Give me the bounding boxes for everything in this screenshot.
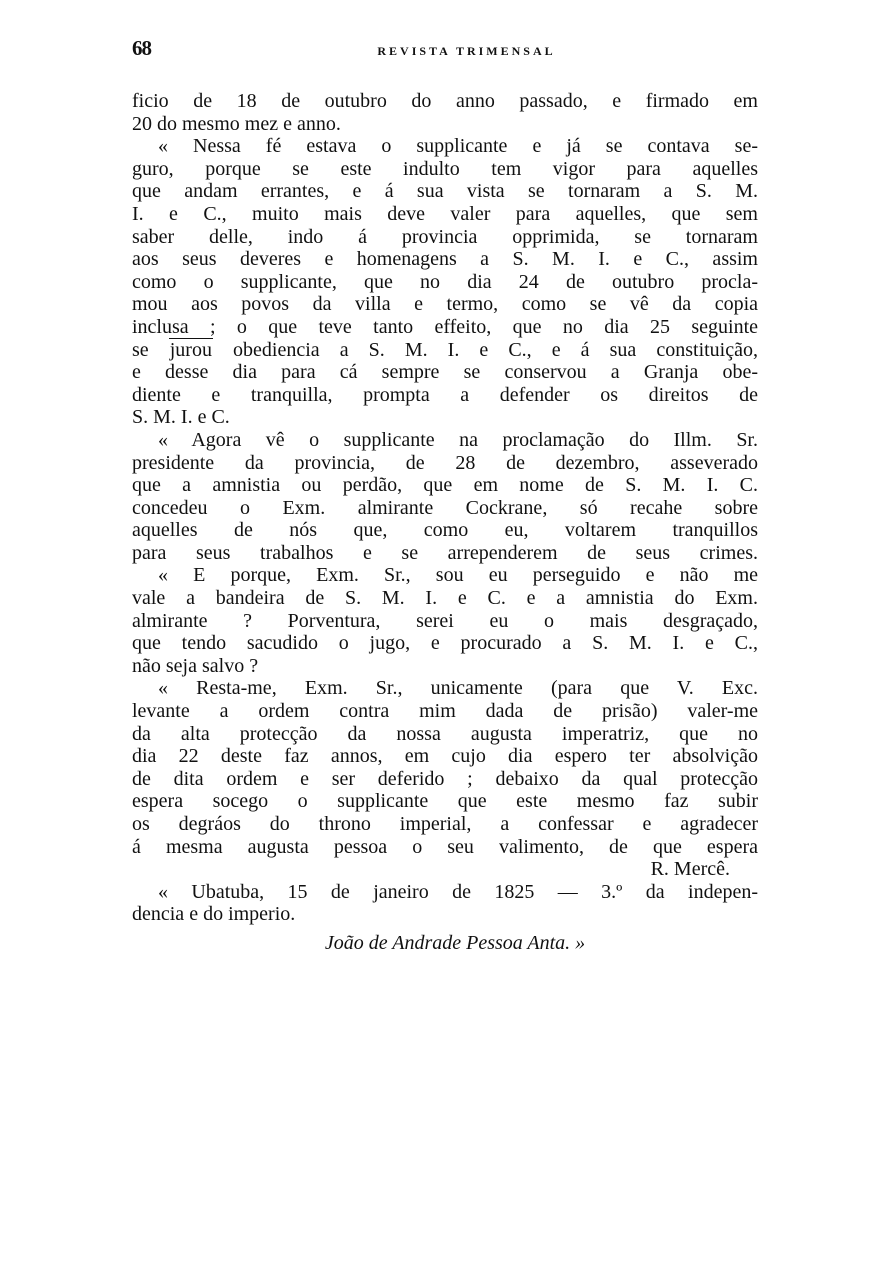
text-line: 20 do mesmo mez e anno.: [132, 112, 341, 135]
text-fragment: se: [132, 338, 169, 361]
text-line: « Nessa fé estava o supplicante e já se contava se-: [158, 135, 758, 158]
marked-word: jurou: [169, 338, 212, 361]
text-line: « Ubatuba, 15 de janeiro de 1825 — 3.º da indepen-: [158, 880, 758, 903]
text-line: não seja salvo ?: [132, 654, 259, 677]
text-line: dencia e do imperio.: [132, 903, 296, 926]
text-line: ficio de 18 de outubro do anno passado, e firmado em: [132, 90, 758, 112]
text-line: que andam errantes, e á sua vista se tornaram a S. M.: [132, 180, 758, 203]
text-line: para seus trabalhos e se arrependerem de seus crimes.: [132, 541, 758, 564]
text-line: « E porque, Exm. Sr., sou eu perseguido e não me: [158, 564, 758, 587]
text-line: levante a ordem contra mim dada de prisão) valer-me: [132, 700, 758, 723]
text-line: diente e tranquilla, prompta a defender os direitos de: [132, 383, 758, 406]
text-line: espera socego o supplicante que este mesmo faz subir: [132, 790, 758, 813]
text-line: saber delle, indo á provincia opprimida, se tornaram: [132, 225, 758, 248]
text-line: os degráos do throno imperial, a confessar e agradecer: [132, 813, 758, 835]
text-line: « Resta-me, Exm. Sr., unicamente (para que V. Exc.: [158, 677, 758, 700]
text-line: como o supplicante, que no dia 24 de outubro procla-: [132, 270, 758, 293]
text-line: presidente da provincia, de 28 de dezembro, asseverado: [132, 451, 758, 474]
text-line: vale a bandeira de S. M. I. e C. e a amnistia do Exm.: [132, 587, 758, 610]
text-line: S. M. I. e C.: [132, 406, 230, 429]
text-line: que a amnistia ou perdão, que em nome de S. M. I. C.: [132, 474, 758, 497]
running-head: REVISTA TRIMENSAL: [377, 44, 556, 58]
page-number: 68: [132, 36, 151, 60]
text-line: á mesma augusta pessoa o seu valimento, de que espera: [132, 835, 758, 858]
body-text: [132, 90, 758, 955]
text-line: da alta protecção da nossa augusta imperatriz, que no: [132, 722, 758, 745]
signature: João de Andrade Pessoa Anta. »: [324, 931, 586, 954]
text-fragment: obediencia a S. M. I. e C., e á sua constituição,: [212, 338, 758, 361]
text-line: I. e C., muito mais deve valer para aquelles, que sem: [132, 202, 758, 225]
text-line: guro, porque se este indulto tem vigor para aquelles: [132, 157, 758, 180]
text-line: concedeu o Exm. almirante Cockrane, só recahe sobre: [132, 496, 758, 519]
text-line: dia 22 deste faz annos, em cujo dia espero ter absolvição: [132, 745, 758, 768]
text-line: inclusa ; o que teve tanto effeito, que no dia 25 seguinte: [132, 315, 758, 338]
text-line: [132, 339, 758, 362]
text-line: que tendo sacudido o jugo, e procurado a S. M. I. e C.,: [132, 632, 758, 655]
text-line: almirante ? Porventura, serei eu o mais desgraçado,: [132, 609, 758, 632]
text-line: « Agora vê o supplicante na proclamação do Illm. Sr.: [158, 428, 758, 451]
text-line: mou aos povos da villa e termo, como se vê da copia: [132, 293, 758, 316]
text-line: de dita ordem e ser deferido ; debaixo da qual protecção: [132, 767, 758, 790]
text-line: aos seus deveres e homenagens a S. M. I. e C., assim: [132, 248, 758, 271]
text-line: aquelles de nós que, como eu, voltarem tranquillos: [132, 519, 758, 542]
closing-formula: R. Mercê.: [650, 858, 730, 881]
text-line: e desse dia para cá sempre se conservou a Granja obe-: [132, 361, 758, 384]
